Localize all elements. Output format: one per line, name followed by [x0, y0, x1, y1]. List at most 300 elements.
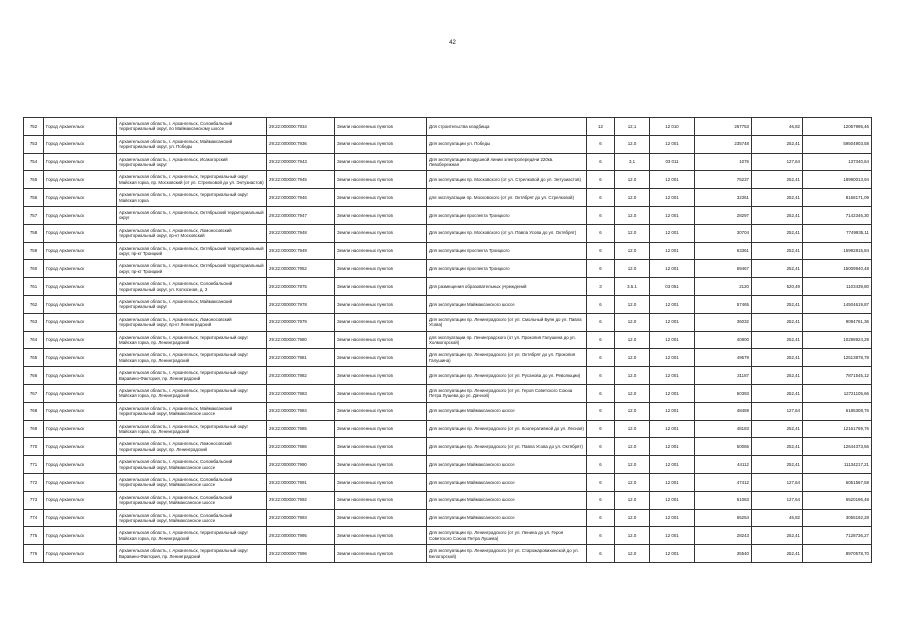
area-cell: 48459 — [695, 402, 752, 420]
permitted-use-cell: Для эксплуатации пр. Московского (от ул. Павла Усова до ул. Октябрят) — [427, 224, 587, 242]
row-number-cell: 770 — [24, 438, 44, 456]
table-row — [24, 367, 872, 385]
cadastral-value-cell: 18990013,94 — [803, 171, 872, 189]
cadastral-number-cell: 29:22:000000:7934 — [267, 118, 335, 136]
specific-value-cell: 46,82 — [752, 118, 803, 136]
municipality-cell: Город Архангельск — [44, 456, 117, 474]
municipality-cell: Город Архангельск — [44, 473, 117, 491]
zone-cell: 6 — [587, 206, 615, 224]
land-category-cell: Земли населенных пунктов — [335, 527, 427, 545]
area-cell: 35540 — [695, 545, 752, 563]
area-cell: 31187 — [695, 367, 752, 385]
land-category-cell: Земли населенных пунктов — [335, 438, 427, 456]
specific-value-cell: 46,82 — [752, 509, 803, 527]
zone-cell: 6 — [587, 402, 615, 420]
land-category-cell: Земли населенных пунктов — [335, 384, 427, 402]
cadastral-value-cell: 12161769,76 — [803, 420, 872, 438]
area-cell: 40800 — [695, 331, 752, 349]
permitted-use-cell: Для эксплуатации проспекта Троицкого — [427, 206, 587, 224]
use-code-cell: 12.0 — [615, 313, 650, 331]
use-code-cell: 12.0 — [615, 331, 650, 349]
area-cell: 235748 — [695, 135, 752, 153]
group-code-cell: 12 001 — [650, 367, 695, 385]
table-row — [24, 349, 872, 367]
address-cell: Архангельская область, г. Архангельск, Ломоносовский территориальный округ, пр. Ленинградский — [117, 438, 267, 456]
land-category-cell: Земли населенных пунктов — [335, 135, 427, 153]
cadastral-value-cell: 7142346,30 — [803, 206, 872, 224]
municipality-cell: Город Архангельск — [44, 367, 117, 385]
land-category-cell: Земли населенных пунктов — [335, 278, 427, 296]
land-category-cell: Земли населенных пунктов — [335, 224, 427, 242]
municipality-cell: Город Архангельск — [44, 278, 117, 296]
municipality-cell: Город Архангельск — [44, 206, 117, 224]
use-code-cell: 3,1 — [615, 153, 650, 171]
specific-value-cell: 252,41 — [752, 206, 803, 224]
land-category-cell: Земли населенных пунктов — [335, 242, 427, 260]
specific-value-cell: 252,41 — [752, 295, 803, 313]
address-cell: Архангельская область, г. Архангельск, Маймаксанский территориальный округ — [117, 295, 267, 313]
zone-cell: 6 — [587, 384, 615, 402]
table-row — [24, 456, 872, 474]
group-code-cell: 12 001 — [650, 509, 695, 527]
specific-value-cell: 252,41 — [752, 545, 803, 563]
use-code-cell: 12.0 — [615, 189, 650, 207]
use-code-cell: 12.0 — [615, 224, 650, 242]
group-code-cell: 12 001 — [650, 438, 695, 456]
permitted-use-cell: Для эксплуатации Маймаксанского шоссе — [427, 402, 587, 420]
address-cell: Архангельская область, г. Архангельск, Октябрьский территориальный округ, пр-кт Троицкий — [117, 260, 267, 278]
municipality-cell: Город Архангельск — [44, 491, 117, 509]
table-row — [24, 189, 872, 207]
cadastral-value-cell: 3055192,28 — [803, 509, 872, 527]
cadastral-number-cell: 29:22:000000:7983 — [267, 384, 335, 402]
group-code-cell: 12 001 — [650, 206, 695, 224]
municipality-cell: Город Архангельск — [44, 331, 117, 349]
area-cell: 2120 — [695, 278, 752, 296]
address-cell: Архангельская область, г. Архангельск, Октябрьский территориальный округ — [117, 206, 267, 224]
use-code-cell: 12.0 — [615, 242, 650, 260]
row-number-cell: 771 — [24, 456, 44, 474]
land-category-cell: Земли населенных пунктов — [335, 118, 427, 136]
zone-cell: 3 — [587, 278, 615, 296]
table-row — [24, 224, 872, 242]
row-number-cell: 774 — [24, 509, 44, 527]
page-number: 42 — [449, 40, 456, 46]
zone-cell: 6 — [587, 367, 615, 385]
cadastral-number-cell: 29:22:000000:7981 — [267, 349, 335, 367]
row-number-cell: 761 — [24, 278, 44, 296]
zone-cell: 6 — [587, 349, 615, 367]
area-cell: 65254 — [695, 509, 752, 527]
specific-value-cell: 252,41 — [752, 331, 803, 349]
area-cell: 1076 — [695, 153, 752, 171]
municipality-cell: Город Архангельск — [44, 527, 117, 545]
address-cell: Архангельская область, г. Архангельск, Соломбальский территориальный округ, по Маймаксанскому шоссе — [117, 118, 267, 136]
group-code-cell: 12 001 — [650, 491, 695, 509]
group-code-cell: 12 001 — [650, 545, 695, 563]
zone-cell: 6 — [587, 491, 615, 509]
specific-value-cell: 520,49 — [752, 278, 803, 296]
land-category-cell: Земли населенных пунктов — [335, 153, 427, 171]
table-row — [24, 420, 872, 438]
group-code-cell: 12 001 — [650, 473, 695, 491]
specific-value-cell: 252,41 — [752, 456, 803, 474]
table-row — [24, 527, 872, 545]
area-cell: 48183 — [695, 420, 752, 438]
specific-value-cell: 252,41 — [752, 527, 803, 545]
area-cell: 28297 — [695, 206, 752, 224]
municipality-cell: Город Архангельск — [44, 509, 117, 527]
permitted-use-cell: Для эксплуатации Маймаксанского шоссе — [427, 509, 587, 527]
cadastral-number-cell: 29:22:000000:7948 — [267, 224, 335, 242]
use-code-cell: 12.0 — [615, 456, 650, 474]
row-number-cell: 766 — [24, 367, 44, 385]
address-cell: Архангельская область, г. Архангельск, Соломбальский территориальный округ, Маймаксанское шоссе — [117, 473, 267, 491]
address-cell: Архангельская область, г. Архангельск, территориальный округ Майская горка, пр. Ленинградский — [117, 331, 267, 349]
area-cell: 44112 — [695, 456, 752, 474]
municipality-cell: Город Архангельск — [44, 153, 117, 171]
group-code-cell: 03 011 — [650, 153, 695, 171]
row-number-cell: 769 — [24, 420, 44, 438]
zone-cell: 6 — [587, 331, 615, 349]
cadastral-number-cell: 29:22:000000:7986 — [267, 438, 335, 456]
zone-cell: 6 — [587, 295, 615, 313]
address-cell: Архангельская область, г. Архангельск, Соломбальский территориальный округ, ул. Колхозная, д. 3 — [117, 278, 267, 296]
permitted-use-cell: Для эксплуатации пр. Ленинградского (от ул. Старожаровихинской до ул. Белогорской) — [427, 545, 587, 563]
row-number-cell: 754 — [24, 153, 44, 171]
cadastral-value-cell: 6185308,76 — [803, 402, 872, 420]
row-number-cell: 759 — [24, 242, 44, 260]
row-number-cell: 764 — [24, 331, 44, 349]
table-row — [24, 491, 872, 509]
zone-cell: 6 — [587, 527, 615, 545]
use-code-cell: 12.0 — [615, 135, 650, 153]
use-code-cell: 12.0 — [615, 295, 650, 313]
cadastral-value-table — [23, 117, 872, 563]
cadastral-value-cell: 6520196,48 — [803, 491, 872, 509]
group-code-cell: 12 001 — [650, 171, 695, 189]
specific-value-cell: 252,41 — [752, 367, 803, 385]
specific-value-cell: 252,41 — [752, 260, 803, 278]
group-code-cell: 12 001 — [650, 295, 695, 313]
row-number-cell: 756 — [24, 189, 44, 207]
group-code-cell: 12 001 — [650, 456, 695, 474]
use-code-cell: 12.0 — [615, 473, 650, 491]
municipality-cell: Город Архангельск — [44, 189, 117, 207]
cadastral-value-cell: 6051567,58 — [803, 473, 872, 491]
row-number-cell: 773 — [24, 491, 44, 509]
zone-cell: 6 — [587, 171, 615, 189]
address-cell: Архангельская область, г. Архангельск, Исакогорский территориальный округ — [117, 153, 267, 171]
municipality-cell: Город Архангельск — [44, 260, 117, 278]
address-cell: Архангельская область, г. Архангельск, территориальный округ Майская горка, пр. Московский (от ул. Стрелковой до ул. Энтузиастов) — [117, 171, 267, 189]
zone-cell: 6 — [587, 420, 615, 438]
cadastral-number-cell: 29:22:000000:7936 — [267, 135, 335, 153]
permitted-use-cell: Для эксплуатации пр. Московского (от ул. Стрелковой до ул. Энтузиастов) — [427, 171, 587, 189]
land-category-cell: Земли населенных пунктов — [335, 349, 427, 367]
table-body — [24, 118, 872, 563]
municipality-cell: Город Архангельск — [44, 224, 117, 242]
cadastral-value-cell: 1103439,80 — [803, 278, 872, 296]
area-cell: 59467 — [695, 260, 752, 278]
address-cell: Архангельская область, г. Архангельск, Маймаксанский территориальный округ, Маймаксанское шоссе — [117, 402, 267, 420]
cadastral-value-cell: 15992815,84 — [803, 242, 872, 260]
zone-cell: 6 — [587, 438, 615, 456]
table-row — [24, 118, 872, 136]
cadastral-value-cell: 7749935,11 — [803, 224, 872, 242]
area-cell: 49579 — [695, 349, 752, 367]
cadastral-value-cell: 11134217,21 — [803, 456, 872, 474]
address-cell: Архангельская область, г. Архангельск, Ломоносовский территориальный округ, пр-кт Московский — [117, 224, 267, 242]
group-code-cell: 12 001 — [650, 420, 695, 438]
permitted-use-cell: Для эксплуатации пр. Ленинградского (от ул. Павла Усова до ул. Октябрят) — [427, 438, 587, 456]
group-code-cell: 12 001 — [650, 242, 695, 260]
specific-value-cell: 127,64 — [752, 473, 803, 491]
land-category-cell: Земли населенных пунктов — [335, 189, 427, 207]
table-row — [24, 278, 872, 296]
land-category-cell: Земли населенных пунктов — [335, 491, 427, 509]
permitted-use-cell: для эксплуатации пр. Ленинградского (от ул. Прокопия Галушина до ул. Холмогорской) — [427, 331, 587, 349]
table-row — [24, 545, 872, 563]
table-row — [24, 153, 872, 171]
cadastral-number-cell: 29:22:000000:7946 — [267, 189, 335, 207]
permitted-use-cell: Для строительства кладбища — [427, 118, 587, 136]
area-cell: 267753 — [695, 118, 752, 136]
row-number-cell: 767 — [24, 384, 44, 402]
permitted-use-cell: Для эксплуатации пр. Ленинградского (от ул. Русанова до ул. Революции) — [427, 367, 587, 385]
area-cell: 75237 — [695, 171, 752, 189]
address-cell: Архангельская область, г. Архангельск, территориальный округ Майская горка, пр. Ленинградский — [117, 384, 267, 402]
zone-cell: 6 — [587, 242, 615, 260]
group-code-cell: 12 010 — [650, 118, 695, 136]
permitted-use-cell: для эксплуатации пр. Московского (от ул. Октябрят до ул. Стрелковой) — [427, 189, 587, 207]
cadastral-value-cell: 8168171,09 — [803, 189, 872, 207]
specific-value-cell: 252,41 — [752, 313, 803, 331]
group-code-cell: 03 051 — [650, 278, 695, 296]
address-cell: Архангельская область, г. Архангельск, территориальный округ Варавино-Фактория, пр. Ленинградский — [117, 545, 267, 563]
table-row — [24, 438, 872, 456]
cadastral-number-cell: 29:22:000000:7979 — [267, 313, 335, 331]
row-number-cell: 776 — [24, 545, 44, 563]
permitted-use-cell: Для эксплуатации Маймаксанского шоссе — [427, 295, 587, 313]
zone-cell: 6 — [587, 260, 615, 278]
table-row — [24, 473, 872, 491]
cadastral-number-cell: 29:22:000000:7993 — [267, 509, 335, 527]
area-cell: 50393 — [695, 384, 752, 402]
specific-value-cell: 252,41 — [752, 438, 803, 456]
row-number-cell: 763 — [24, 313, 44, 331]
permitted-use-cell: Для эксплуатации пр. Ленинградского (от ул. Героя Советского Союза Петра Лушева до ул. Дачной) — [427, 384, 587, 402]
land-category-cell: Земли населенных пунктов — [335, 260, 427, 278]
use-code-cell: 12.0 — [615, 171, 650, 189]
zone-cell: 6 — [587, 135, 615, 153]
cadastral-number-cell: 29:22:000000:7945 — [267, 171, 335, 189]
group-code-cell: 12 001 — [650, 527, 695, 545]
cadastral-value-cell: 10298924,29 — [803, 331, 872, 349]
row-number-cell: 775 — [24, 527, 44, 545]
land-category-cell: Земли населенных пунктов — [335, 367, 427, 385]
row-number-cell: 752 — [24, 118, 44, 136]
permitted-use-cell: Для эксплуатации пр. Ленинградского (от ул. Октябрят до ул. Прокопия Галушина) — [427, 349, 587, 367]
group-code-cell: 12 001 — [650, 331, 695, 349]
specific-value-cell: 252,41 — [752, 242, 803, 260]
zone-cell: 6 — [587, 509, 615, 527]
cadastral-number-cell: 29:22:000000:7947 — [267, 206, 335, 224]
use-code-cell: 12.0 — [615, 367, 650, 385]
specific-value-cell: 127,64 — [752, 491, 803, 509]
row-number-cell: 757 — [24, 206, 44, 224]
cadastral-number-cell: 29:22:000000:7980 — [267, 331, 335, 349]
land-category-cell: Земли населенных пунктов — [335, 171, 427, 189]
land-category-cell: Земли населенных пунктов — [335, 420, 427, 438]
address-cell: Архангельская область, г. Архангельск, Соломбальский территориальный округ, Маймаксанское шоссе — [117, 491, 267, 509]
use-code-cell: 12.0 — [615, 206, 650, 224]
row-number-cell: 765 — [24, 349, 44, 367]
land-category-cell: Земли населенных пунктов — [335, 331, 427, 349]
group-code-cell: 12 001 — [650, 313, 695, 331]
municipality-cell: Город Архангельск — [44, 402, 117, 420]
land-category-cell: Земли населенных пунктов — [335, 313, 427, 331]
use-code-cell: 12.0 — [615, 545, 650, 563]
zone-cell: 6 — [587, 473, 615, 491]
cadastral-value-cell: 12644373,56 — [803, 438, 872, 456]
table-row — [24, 260, 872, 278]
cadastral-number-cell: 29:22:000000:7992 — [267, 491, 335, 509]
cadastral-number-cell: 29:22:000000:7995 — [267, 527, 335, 545]
cadastral-value-cell: 12513878,78 — [803, 349, 872, 367]
permitted-use-cell: Для эксплуатации воздушной линии электропередачи 220кв. Левобережная — [427, 153, 587, 171]
municipality-cell: Город Архангельск — [44, 545, 117, 563]
permitted-use-cell: Для эксплуатации Маймаксанского шоссе — [427, 456, 587, 474]
cadastral-number-cell: 29:22:000000:7982 — [267, 367, 335, 385]
area-cell: 57465 — [695, 295, 752, 313]
area-cell: 51083 — [695, 491, 752, 509]
land-category-cell: Земли населенных пунктов — [335, 206, 427, 224]
cadastral-value-cell: 9094761,36 — [803, 313, 872, 331]
table-row — [24, 384, 872, 402]
cadastral-number-cell: 29:22:000000:7985 — [267, 420, 335, 438]
area-cell: 47412 — [695, 473, 752, 491]
row-number-cell: 755 — [24, 171, 44, 189]
zone-cell: 6 — [587, 313, 615, 331]
use-code-cell: 12.0 — [615, 438, 650, 456]
municipality-cell: Город Архангельск — [44, 171, 117, 189]
address-cell: Архангельская область, г. Архангельск, Маймаксанский территориальный округ, ул. Победы — [117, 135, 267, 153]
cadastral-number-cell: 29:22:000000:7952 — [267, 260, 335, 278]
table-row — [24, 331, 872, 349]
address-cell: Архангельская область, г. Архангельск, территориальный округ Майская горка — [117, 189, 267, 207]
table-row — [24, 295, 872, 313]
permitted-use-cell: Для эксплуатации пр. Ленинградского (от ул. Кооперативной до ул. Лесная) — [427, 420, 587, 438]
row-number-cell: 760 — [24, 260, 44, 278]
permitted-use-cell: Для эксплуатации Маймаксанского шоссе — [427, 491, 587, 509]
specific-value-cell: 252,41 — [752, 224, 803, 242]
row-number-cell: 762 — [24, 295, 44, 313]
permitted-use-cell: Для эксплуатации проспекта Троицкого — [427, 260, 587, 278]
municipality-cell: Город Архангельск — [44, 242, 117, 260]
zone-cell: 6 — [587, 545, 615, 563]
use-code-cell: 12,1 — [615, 118, 650, 136]
zone-cell: 12 — [587, 118, 615, 136]
specific-value-cell: 252,41 — [752, 349, 803, 367]
cadastral-value-cell: 7871545,12 — [803, 367, 872, 385]
cadastral-number-cell: 29:22:000000:7984 — [267, 402, 335, 420]
cadastral-value-cell: 14504619,87 — [803, 295, 872, 313]
cadastral-number-cell: 29:22:000000:7949 — [267, 242, 335, 260]
land-category-cell: Земли населенных пунктов — [335, 456, 427, 474]
specific-value-cell: 252,41 — [752, 171, 803, 189]
address-cell: Архангельская область, г. Архангельск, Соломбальский территориальный округ, Маймаксанское шоссе — [117, 509, 267, 527]
permitted-use-cell: Для эксплуатации Маймаксанского шоссе — [427, 473, 587, 491]
permitted-use-cell: Для эксплуатации ул. Победы — [427, 135, 587, 153]
use-code-cell: 12.0 — [615, 260, 650, 278]
municipality-cell: Город Архангельск — [44, 295, 117, 313]
table-row — [24, 402, 872, 420]
group-code-cell: 12 001 — [650, 260, 695, 278]
group-code-cell: 12 001 — [650, 402, 695, 420]
land-category-cell: Земли населенных пунктов — [335, 509, 427, 527]
permitted-use-cell: Для эксплуатации пр. Ленинградского (от ул. Ленина до ул. Героя Советского Союза Петра Лушева) — [427, 527, 587, 545]
cadastral-value-cell: 137340,64 — [803, 153, 872, 171]
municipality-cell: Город Архангельск — [44, 313, 117, 331]
cadastral-value-cell: 15009940,48 — [803, 260, 872, 278]
use-code-cell: 12.0 — [615, 349, 650, 367]
address-cell: Архангельская область, г. Архангельск, территориальный округ Майская горка, пр. Ленинградский — [117, 349, 267, 367]
address-cell: Архангельская область, г. Архангельск, Ломоносовский территориальный округ, пр-кт Ленинградский — [117, 313, 267, 331]
group-code-cell: 12 001 — [650, 135, 695, 153]
permitted-use-cell: Для размещения образовательных учреждений — [427, 278, 587, 296]
table-row — [24, 313, 872, 331]
table-row — [24, 171, 872, 189]
cadastral-number-cell: 29:22:000000:7943 — [267, 153, 335, 171]
area-cell: 32361 — [695, 189, 752, 207]
area-cell: 50065 — [695, 438, 752, 456]
cadastral-value-cell: 12721105,66 — [803, 384, 872, 402]
cadastral-number-cell: 29:22:000000:7975 — [267, 278, 335, 296]
land-category-cell: Земли населенных пунктов — [335, 295, 427, 313]
row-number-cell: 758 — [24, 224, 44, 242]
group-code-cell: 12 001 — [650, 189, 695, 207]
zone-cell: 6 — [587, 224, 615, 242]
zone-cell: 6 — [587, 189, 615, 207]
cadastral-value-cell: 7128736,27 — [803, 527, 872, 545]
specific-value-cell: 252,41 — [752, 384, 803, 402]
land-category-cell: Земли населенных пунктов — [335, 402, 427, 420]
zone-cell: 6 — [587, 153, 615, 171]
specific-value-cell: 252,41 — [752, 420, 803, 438]
specific-value-cell: 127,64 — [752, 153, 803, 171]
cadastral-value-cell: 12067995,46 — [803, 118, 872, 136]
address-cell: Архангельская область, г. Архангельск, Соломбальский территориальный округ, Маймаксанское шоссе — [117, 456, 267, 474]
use-code-cell: 12.0 — [615, 420, 650, 438]
group-code-cell: 12 001 — [650, 224, 695, 242]
municipality-cell: Город Архангельск — [44, 420, 117, 438]
use-code-cell: 12.0 — [615, 491, 650, 509]
group-code-cell: 12 001 — [650, 384, 695, 402]
table-row — [24, 206, 872, 224]
municipality-cell: Город Архангельск — [44, 349, 117, 367]
area-cell: 30704 — [695, 224, 752, 242]
permitted-use-cell: Для эксплуатации проспекта Троицкого — [427, 242, 587, 260]
table-row — [24, 509, 872, 527]
cadastral-number-cell: 29:22:000000:7978 — [267, 295, 335, 313]
municipality-cell: Город Архангельск — [44, 118, 117, 136]
use-code-cell: 3.5.1 — [615, 278, 650, 296]
permitted-use-cell: Для эксплуатации пр. Ленинградского (от ул. Смольный Буян до ул. Павла Усова) — [427, 313, 587, 331]
land-category-cell: Земли населенных пунктов — [335, 545, 427, 563]
table-row — [24, 135, 872, 153]
area-cell: 28243 — [695, 527, 752, 545]
